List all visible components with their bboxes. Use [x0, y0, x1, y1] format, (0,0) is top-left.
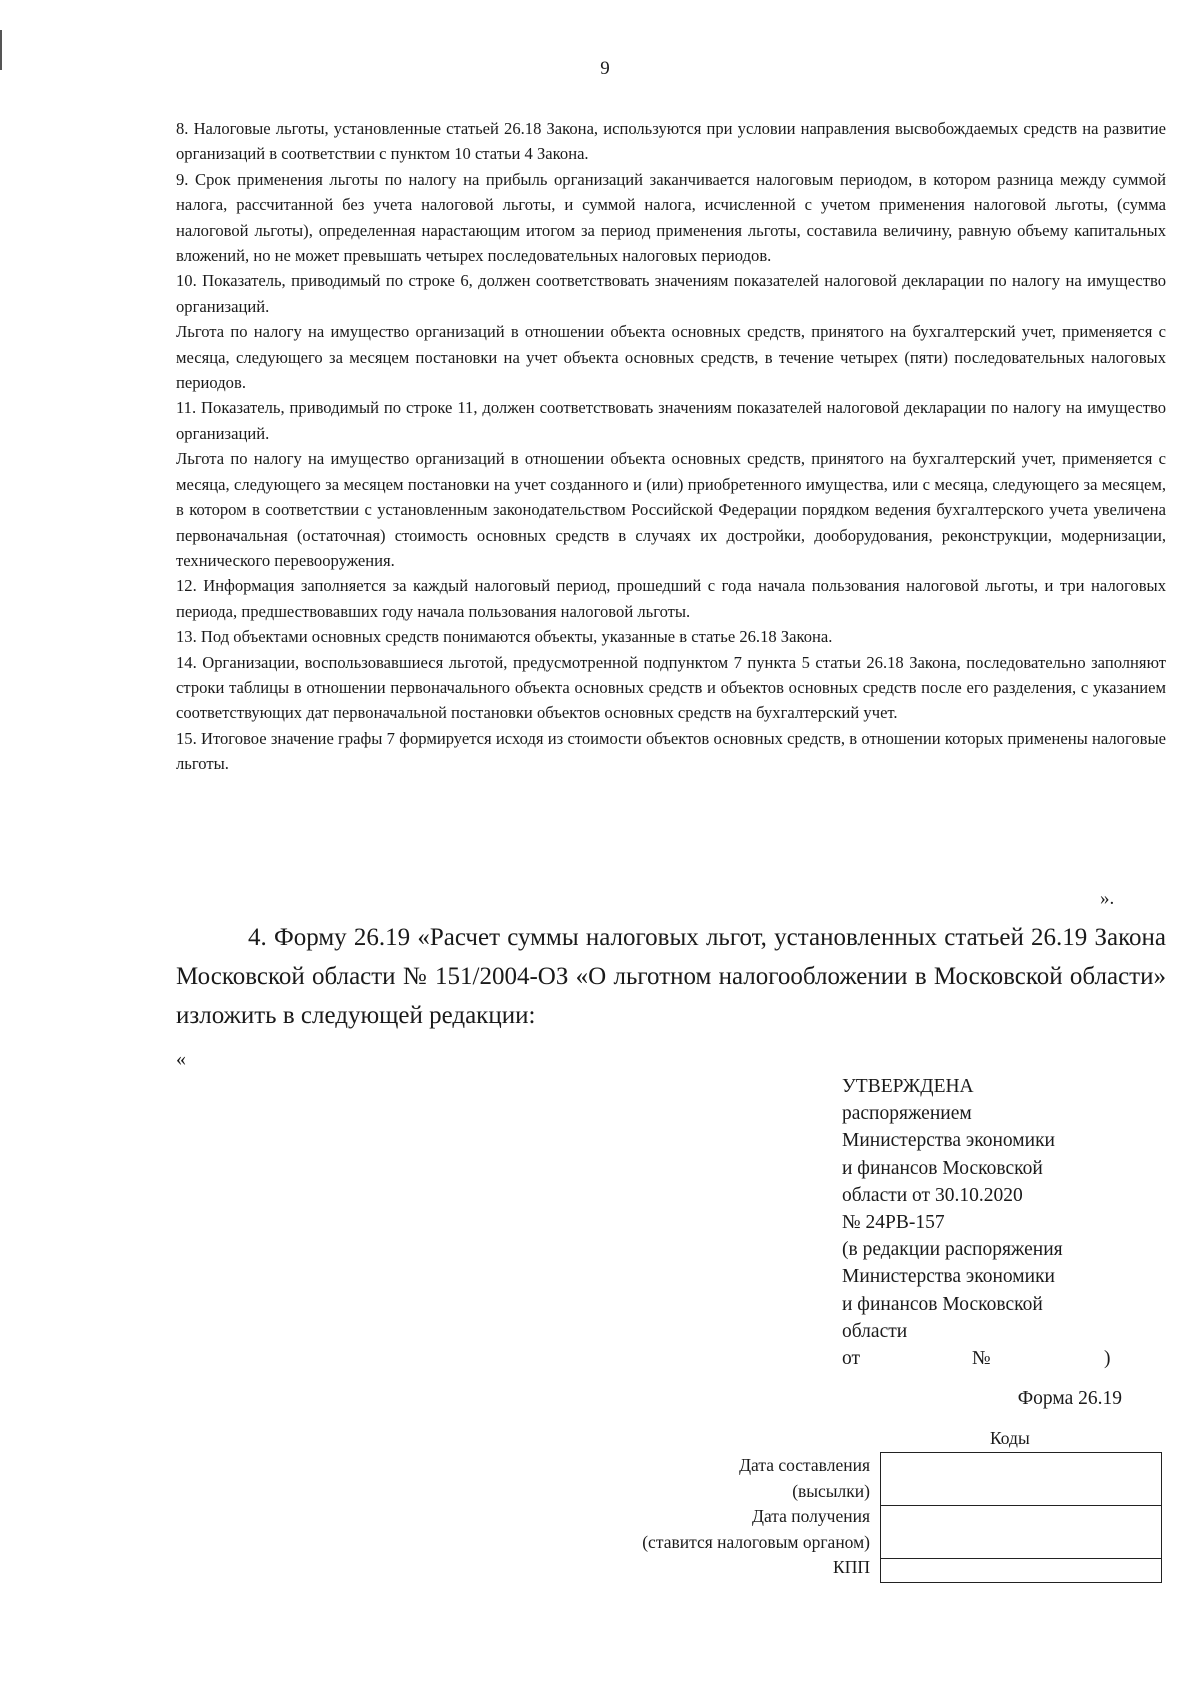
approval-line: распоряжением — [842, 1103, 972, 1125]
approval-number-label: № — [972, 1348, 991, 1370]
section-4-text: 4. Форму 26.19 «Расчет суммы налоговых льгот, установленных статьей 26.19 Закона Московской области № 151/2004-ОЗ «О льготном налогообложении в Московской области» изложить в следующей редакции: — [176, 924, 1166, 1029]
note-12: 12. Информация заполняется за каждый налоговый период, прошедший с года начала пользования налоговой льготы, и три налоговых периода, предшествовавших году начала пользования налоговой льготы. — [176, 576, 1166, 621]
approval-date-number-row — [842, 1345, 1122, 1372]
note-10-benefit: Льгота по налогу на имущество организаций в отношении объекта основных средств, принятого на бухгалтерский учет, применяется с месяца, следующего за месяцем постановки на учет объекта основных средств, в течение четырех (пяти) последовательных налоговых периодов. — [176, 322, 1166, 393]
note-14: 14. Организации, воспользовавшиеся льготой, предусмотренной подпунктом 7 пункта 5 статьи 26.18 Закона, последовательно заполняют строки таблицы в отношении первоначального объекта основных средств и объектов основных средств после его разделения, с указанием соответствующих дат первоначальной постановки объектов основных средств на бухгалтерский учет. — [176, 652, 1166, 723]
opening-quote: « — [176, 1048, 186, 1070]
approval-line: области — [842, 1320, 908, 1342]
note-11-benefit: Льгота по налогу на имущество организаций в отношении объекта основных средств, принятого на бухгалтерский учет, применяется с месяца, следующего за месяцем постановки на учет созданного и (или) приобретенного имущества, или с месяца, следующего за месяцем, в котором в соответствии с установленным законодательством Российской Федерации порядком ведения бухгалтерского учета увеличена первоначальная (остаточная) стоимость основных средств в случаях их достройки, дооборудования, реконструкции, модернизации, технического перевооружения. — [176, 449, 1166, 570]
label-compile-date: Дата составления — [739, 1455, 870, 1475]
receipt-date-cell[interactable] — [881, 1506, 1161, 1559]
note-11: 11. Показатель, приводимый по строке 11, должен соответствовать значениям показателей налоговой декларации по налогу на имущество организаций. — [176, 398, 1166, 443]
codes-labels — [520, 1453, 870, 1581]
approval-line: и финансов Московской — [842, 1157, 1043, 1179]
approval-line: (в редакции распоряжения — [842, 1239, 1063, 1261]
note-10: 10. Показатель, приводимый по строке 6, должен соответствовать значениям показателей налоговой декларации по налогу на имущество организаций. — [176, 271, 1166, 316]
approval-line: и финансов Московской — [842, 1293, 1043, 1315]
label-compile-date-note: (высылки) — [792, 1480, 870, 1501]
codes-title: Коды — [990, 1428, 1030, 1448]
approval-line: УТВЕРЖДЕНА — [842, 1076, 974, 1097]
closing-quote: ». — [1100, 888, 1115, 909]
note-9: 9. Срок применения льготы по налогу на прибыль организаций заканчивается налоговым периодом, в котором разница между суммой налога, рассчитанной без учета налоговой льготы, и суммой налога, исчисленной с учетом применения налоговой льготы, (сумма налоговой льготы), определенная нарастающим итогом за период применения льготы, составила величину, равную объему капитальных вложений, но не может превышать четырех последовательных налоговых периодов. — [176, 169, 1166, 266]
label-receipt-date-note: (ставится налоговым органом) — [642, 1531, 870, 1552]
compile-date-cell[interactable] — [881, 1453, 1161, 1506]
note-15: 15. Итоговое значение графы 7 формируется исходя из стоимости объектов основных средств, в отношении которых применены налоговые льготы. — [176, 728, 1166, 774]
form-number: Форма 26.19 — [1017, 1388, 1122, 1409]
kpp-cell[interactable] — [881, 1559, 1161, 1582]
note-8: 8. Налоговые льготы, установленные статьей 26.18 Закона, используются при условии направления высвобождаемых средств на развитие организаций в соответствии с пунктом 10 статьи 4 Закона. — [176, 119, 1166, 164]
approval-close-paren: ) — [1104, 1348, 1111, 1370]
approval-stamp-block — [842, 1073, 1122, 1372]
note-13: 13. Под объектами основных средств понимаются объекты, указанные в статье 26.18 Закона. — [176, 627, 833, 647]
notes-block — [176, 116, 1166, 777]
page-number: 9 — [600, 58, 610, 79]
section-4-paragraph — [176, 918, 1166, 1035]
label-kpp: КПП — [833, 1557, 870, 1578]
label-receipt-date: Дата получения — [752, 1506, 870, 1527]
approval-line: № 24РВ-157 — [842, 1212, 945, 1234]
approval-line: Министерства экономики — [842, 1266, 1055, 1288]
approval-from-label: от — [842, 1348, 861, 1370]
approval-line: Министерства экономики — [842, 1130, 1055, 1152]
codes-table — [880, 1452, 1162, 1583]
approval-line: области от 30.10.2020 — [842, 1184, 1023, 1206]
